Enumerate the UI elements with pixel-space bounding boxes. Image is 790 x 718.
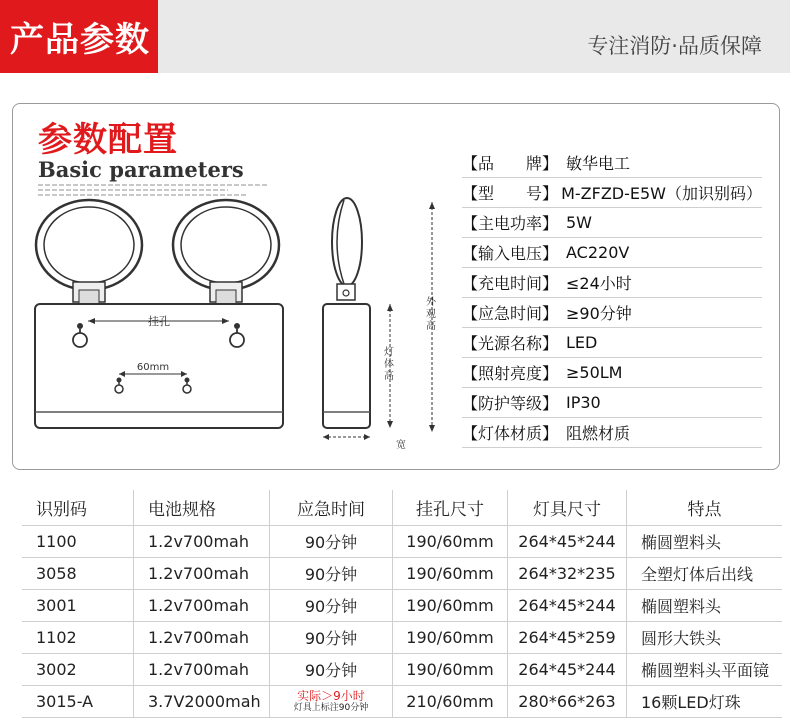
spec-row <box>462 148 762 178</box>
table-cell-text: 全塑灯体后出线 <box>641 565 754 584</box>
table-header-cell: 灯具尺寸 <box>508 490 627 526</box>
spec-row <box>462 178 762 208</box>
table-row <box>22 622 782 654</box>
table-row <box>22 590 782 622</box>
table-cell-feature <box>627 686 783 718</box>
table-cell-size <box>508 590 627 622</box>
spec-value: 阻燃材质 <box>566 424 631 443</box>
table-cell-code <box>22 590 134 622</box>
table-cell-text: 3.7V2000mah <box>148 692 261 711</box>
table-cell-text: 1102 <box>36 628 77 647</box>
header-tag-label: 产品参数 <box>10 20 150 60</box>
left-lamp-head <box>36 200 142 304</box>
table-cell-text: 椭圆塑料头 <box>641 597 722 616</box>
spec-row <box>462 358 762 388</box>
spec-key: 【灯体材质】 <box>462 424 559 443</box>
table-cell-time <box>270 526 393 558</box>
table-cell-battery <box>134 526 270 558</box>
spec-key: 【防护等级】 <box>462 394 559 413</box>
spec-value: ≥50LM <box>566 363 623 382</box>
decorative-line <box>38 184 268 186</box>
table-header-cell: 特点 <box>627 490 783 526</box>
table-cell-text: 椭圆塑料头 <box>641 533 722 552</box>
lamp-height-label: 灯体高 <box>384 347 394 382</box>
table-cell-code <box>22 558 134 590</box>
table-cell-hole <box>393 622 508 654</box>
table-cell-text: 90分钟 <box>304 565 358 584</box>
spec-key: 【充电时间】 <box>462 274 559 293</box>
table-cell-text: 190/60mm <box>406 564 494 583</box>
table-cell-text: 1.2v700mah <box>148 660 249 679</box>
spec-key: 【照射亮度】 <box>462 364 559 383</box>
table-cell-battery <box>134 558 270 590</box>
product-table <box>22 490 782 718</box>
table-cell-code <box>22 654 134 686</box>
table-cell-time <box>270 558 393 590</box>
table-cell-size <box>508 686 627 718</box>
table-cell-text: 264*45*244 <box>518 532 616 551</box>
table-cell-text: 1100 <box>36 532 77 551</box>
spec-key: 【输入电压】 <box>462 244 559 263</box>
spec-value: 敏华电工 <box>566 154 631 173</box>
table-cell-code <box>22 526 134 558</box>
spec-key: 【主电功率】 <box>462 214 559 233</box>
table-cell-feature <box>627 622 783 654</box>
table-cell-text: 3015-A <box>36 692 94 711</box>
table-cell-feature <box>627 526 783 558</box>
table-header-cell: 识别码 <box>22 490 134 526</box>
right-lamp-head <box>173 200 279 304</box>
table-cell-time <box>270 622 393 654</box>
table-cell-text: 3058 <box>36 564 77 583</box>
table-cell-text: 1.2v700mah <box>148 596 249 615</box>
table-cell-text: 3002 <box>36 660 77 679</box>
table-cell-text: 圆形大铁头 <box>641 629 722 648</box>
table-cell-hole <box>393 526 508 558</box>
table-cell-code <box>22 686 134 718</box>
spec-list <box>462 148 762 448</box>
table-cell-text: 90分钟 <box>304 597 358 616</box>
table-cell-text: 椭圆塑料头平面镜 <box>641 661 770 680</box>
spec-value: M-ZFZD-E5W（加识别码） <box>561 184 762 203</box>
table-cell-size <box>508 622 627 654</box>
table-cell-text: 190/60mm <box>406 660 494 679</box>
table-cell-time <box>270 686 393 718</box>
spec-value: IP30 <box>566 393 601 412</box>
table-cell-text: 264*32*235 <box>518 564 616 583</box>
table-cell-code <box>22 622 134 654</box>
table-cell-text: 1.2v700mah <box>148 532 249 551</box>
overall-height-label: 外观高 <box>426 297 436 332</box>
table-header-cell: 应急时间 <box>270 490 393 526</box>
spec-value: AC220V <box>566 243 630 262</box>
spec-row <box>462 268 762 298</box>
width-label: 宽 <box>396 440 406 451</box>
table-cell-text: 264*45*244 <box>518 660 616 679</box>
table-cell-battery <box>134 686 270 718</box>
lamp-drawing <box>24 190 454 465</box>
spec-value: LED <box>566 333 598 352</box>
table-cell-text: 190/60mm <box>406 628 494 647</box>
table-row <box>22 654 782 686</box>
table-cell-size <box>508 526 627 558</box>
table-cell-text: 90分钟 <box>304 533 358 552</box>
table-row <box>22 526 782 558</box>
table-cell-feature <box>627 654 783 686</box>
table-cell-text: 264*45*259 <box>518 628 616 647</box>
spec-row <box>462 298 762 328</box>
spec-row <box>462 328 762 358</box>
spec-key: 【型 号】 <box>462 184 559 203</box>
table-cell-text: 1.2v700mah <box>148 628 249 647</box>
spec-row <box>462 208 762 238</box>
table-cell-text: 实际＞9小时 <box>297 689 365 703</box>
table-cell-text: 90分钟 <box>304 661 358 680</box>
table-cell-hole <box>393 654 508 686</box>
table-cell-text: 16颗LED灯珠 <box>641 693 741 712</box>
config-title: 参数配置 <box>38 120 178 160</box>
table-cell-text: 190/60mm <box>406 596 494 615</box>
table-cell-battery <box>134 622 270 654</box>
table-cell-feature <box>627 590 783 622</box>
config-subtitle: Basic parameters <box>38 157 244 182</box>
spec-value: 5W <box>566 213 592 232</box>
table-cell-note: 灯具上标注90分钟 <box>293 703 369 713</box>
table-cell-text: 3001 <box>36 596 77 615</box>
table-cell-size <box>508 558 627 590</box>
table-header-cell: 挂孔尺寸 <box>393 490 508 526</box>
spec-row <box>462 388 762 418</box>
table-cell-text: 280*66*263 <box>518 692 616 711</box>
table-cell-text: 264*45*244 <box>518 596 616 615</box>
table-row <box>22 686 782 718</box>
table-header-row <box>22 490 782 526</box>
spec-row <box>462 238 762 268</box>
table-cell-hole <box>393 590 508 622</box>
table-cell-battery <box>134 590 270 622</box>
spec-key: 【光源名称】 <box>462 334 559 353</box>
table-cell-time <box>270 654 393 686</box>
table-cell-text: 190/60mm <box>406 532 494 551</box>
table-row <box>22 558 782 590</box>
table-cell-time <box>270 590 393 622</box>
table-cell-text: 210/60mm <box>406 692 494 711</box>
spec-value: ≥90分钟 <box>566 304 632 323</box>
table-cell-feature <box>627 558 783 590</box>
table-cell-text: 90分钟 <box>304 629 358 648</box>
table-cell-text: 1.2v700mah <box>148 564 249 583</box>
table-cell-battery <box>134 654 270 686</box>
spacing-label: 60mm <box>136 362 170 373</box>
lamp-side-view <box>323 198 370 428</box>
header-tag <box>0 0 158 73</box>
header-slogan: 专注消防·品质保障 <box>587 34 762 58</box>
spec-key: 【应急时间】 <box>462 304 559 323</box>
table-cell-hole <box>393 686 508 718</box>
spec-key: 【品 牌】 <box>462 154 559 173</box>
table-cell-size <box>508 654 627 686</box>
table-cell-hole <box>393 558 508 590</box>
spec-row <box>462 418 762 448</box>
table-header-cell: 电池规格 <box>134 490 270 526</box>
hole-label: 挂孔 <box>148 315 170 328</box>
spec-value: ≤24小时 <box>566 274 632 293</box>
